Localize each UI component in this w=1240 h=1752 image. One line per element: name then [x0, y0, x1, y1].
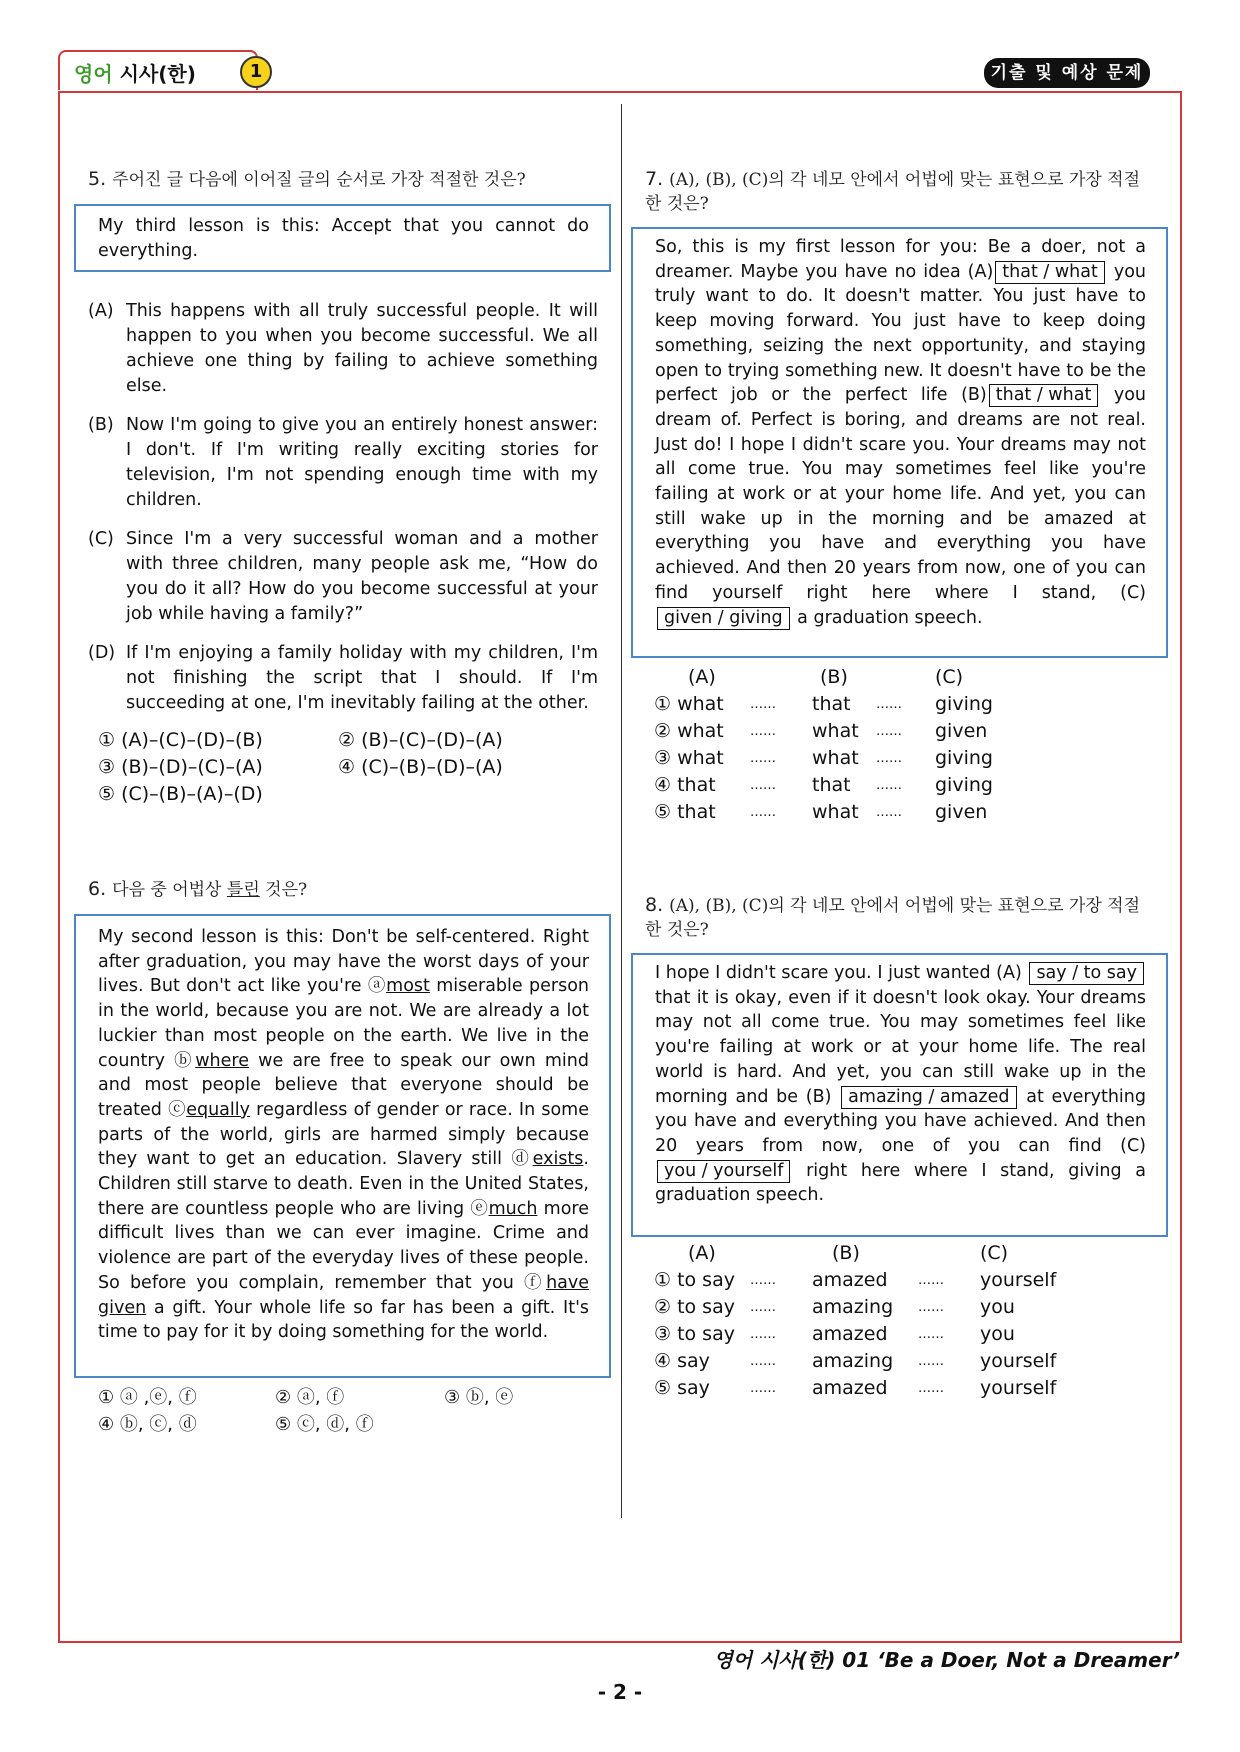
q7-option-4[interactable]: ④ that …… that …… giving	[654, 774, 993, 796]
q7-option-5[interactable]: ⑤ that …… what …… given	[654, 801, 988, 823]
q8-option-4[interactable]: ④ say …… amazing …… yourself	[654, 1350, 1057, 1372]
q8-option-1[interactable]: ① to say …… amazed …… yourself	[654, 1269, 1057, 1291]
q5-given-box: My third lesson is this: Accept that you cannot do everything.	[74, 204, 611, 272]
q7-passage-box: So, this is my first lesson for you: Be a doer, not a dreamer. Maybe you have no idea (A) that / what you truly want to do. It doesn't matter. You just have to keep moving forward. You just have to keep doing something, seizing the next opportunity, and staying open to trying something new. It doesn't have to be the perfect job or the perfect life (B) that / what you dream of. Perfect is boring, and dreams are not real. Just do! I hope I didn't scare you. Your dreams may not all come true. You may sometimes feel like you're failing at work or at your home life. And yet, you can still wake up in the morning and be amazed at everything you have and everything you have achieved. And then 20 years from now, one of you can find yourself right here where I stand, (C) given / giving a graduation speech.	[631, 227, 1168, 658]
q7-table-head: (A) (B) (C)	[688, 666, 964, 688]
q7-option-2[interactable]: ② what …… what …… given	[654, 720, 988, 742]
footer-title: 영어 시사(한) 01 ‘Be a Doer, Not a Dreamer’	[713, 1648, 1180, 1672]
q8-choice-b: amazing / amazed	[841, 1086, 1016, 1109]
q5-option-2[interactable]: ② (B)–(C)–(D)–(A)	[338, 729, 503, 751]
textbook-title: 영어 시사(한)	[74, 62, 196, 86]
q8-answer-table	[654, 1242, 1114, 1404]
q8-title: 8. (A), (B), (C)의 각 네모 안에서 어법에 맞는 표현으로 가장 적절한 것은?	[645, 894, 1140, 940]
q7-choice-b: that / what	[989, 384, 1099, 407]
q8-passage-box: I hope I didn't scare you. I just wanted (A) say / to say that it is okay, even if it doesn't look okay. Your dreams may not all come true. You may sometimes feel like you're failing at work or at your home life. The real world is hard. And yet, you can still wake up in the morning and be (B) amazing / amazed at everything you have and everything you have achieved. And then 20 years from now, one of you can find (C)you / yourself right here where I stand, giving a graduation speech.	[631, 953, 1168, 1237]
q7-title: 7. (A), (B), (C)의 각 네모 안에서 어법에 맞는 표현으로 가장 적절한 것은?	[645, 168, 1140, 214]
column-divider	[621, 104, 622, 1518]
section-badge: 기출 및 예상 문제	[984, 58, 1150, 88]
q6-option-2[interactable]: ② ⓐ, ⓕ	[275, 1387, 345, 1408]
q6-option-4[interactable]: ④ ⓑ, ⓒ, ⓓ	[98, 1414, 197, 1435]
q6-option-5[interactable]: ⑤ ⓒ, ⓓ, ⓕ	[275, 1414, 374, 1435]
q7-answer-table	[654, 666, 1074, 828]
q5-option-4[interactable]: ④ (C)–(B)–(D)–(A)	[338, 756, 503, 778]
q5-title: 5. 주어진 글 다음에 이어질 글의 순서로 가장 적절한 것은?	[88, 168, 526, 190]
q5-option-1[interactable]: ① (A)–(C)–(D)–(B)	[98, 729, 263, 751]
q6-option-3[interactable]: ③ ⓑ, ⓔ	[444, 1387, 514, 1408]
q8-option-3[interactable]: ③ to say …… amazed …… you	[654, 1323, 1015, 1345]
q8-option-2[interactable]: ② to say …… amazing …… you	[654, 1296, 1015, 1318]
q7-choice-a: that / what	[995, 261, 1105, 284]
q6-passage-box: My second lesson is this: Don't be self-centered. Right after graduation, you may have the worst days of your lives. But don't act like you're ⓐmost miserable person in the world, because you are not. We are already a lot luckier than most people on the earth. We live in the country ⓑwhere we are free to speak our own mind and most people believe that everyone should be treated ⓒequally regardless of gender or race. In some parts of the world, girls are harmed simply because they want to get an education. Slavery still ⓓexists. Children still starve to death. Even in the United States, there are countless people who are living ⓔmuch more difficult lives than we can ever imagine. Crime and violence are part of the everyday lives of these people. So before you complain, remember that you ⓕhave given a gift. Your whole life so far has been a gift. It's time to pay for it by doing something for the world.	[74, 914, 611, 1378]
unit-number-badge: 1	[240, 56, 272, 88]
q7-choice-c: given / giving	[657, 607, 790, 630]
q5-option-3[interactable]: ③ (B)–(D)–(C)–(A)	[98, 756, 263, 778]
q8-choice-a: say / to say	[1029, 962, 1144, 985]
q8-option-5[interactable]: ⑤ say …… amazed …… yourself	[654, 1377, 1057, 1399]
q6-option-1[interactable]: ① ⓐ ,ⓔ, ⓕ	[98, 1387, 197, 1408]
q8-table-head: (A) (B) (C)	[688, 1242, 1009, 1264]
page-number: - 2 -	[597, 1680, 643, 1704]
q6-title: 6. 다음 중 어법상 틀린 것은?	[88, 878, 308, 900]
q8-choice-c: you / yourself	[657, 1160, 790, 1183]
q5-para-c: (C) Since I'm a very successful woman and a mother with three children, many people ask me, “How do you do it all? How do you become successful at your job while having a family?”	[88, 529, 598, 624]
q5-option-5[interactable]: ⑤ (C)–(B)–(A)–(D)	[98, 783, 263, 805]
q5-para-b: (B) Now I'm going to give you an entirely honest answer: I don't. If I'm writing really exciting stories for television, I'm not spending enough time with my children.	[88, 415, 598, 510]
header-tab	[58, 50, 263, 90]
q5-para-a: (A) This happens with all truly successful people. It will happen to you when you become successful. We all achieve one thing by failing to achieve something else.	[88, 301, 598, 396]
q5-para-d: (D) If I'm enjoying a family holiday with my children, I'm not finishing the script that I should. If I'm succeeding at one, I'm inevitably failing at the other.	[88, 643, 598, 713]
q7-option-1[interactable]: ① what …… that …… giving	[654, 693, 993, 715]
q7-option-3[interactable]: ③ what …… what …… giving	[654, 747, 993, 769]
